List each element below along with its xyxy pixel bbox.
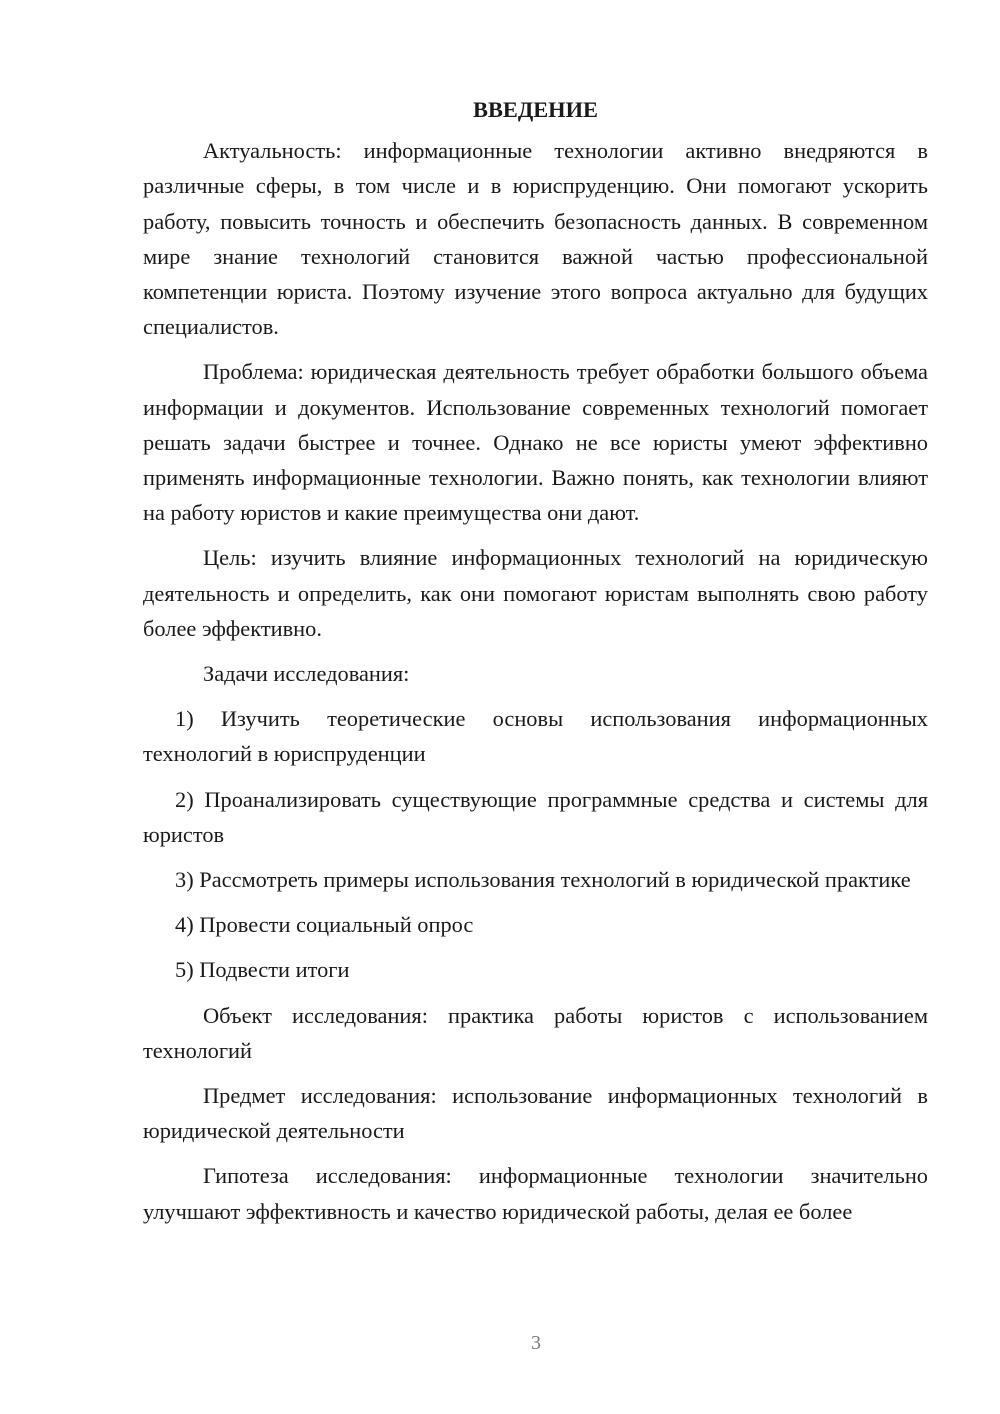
goal-paragraph: Цель: изучить влияние информационных технологий на юридическую деятельность и определить, как они помогают юристам выполнять свою работу более эффективно. xyxy=(143,545,928,641)
task-item-4: 4) Провести социальный опрос xyxy=(175,912,474,938)
task-item-5: 5) Подвести итоги xyxy=(175,957,350,983)
tasks-heading: Задачи исследования: xyxy=(203,661,410,687)
problem-paragraph: Проблема: юридическая деятельность требует обработки большого объема информации и документов. Использование современных технологий помогает решать задачи быстрее и точнее. Однако не все юристы умеют эффективно применять информационные технологии. Важно понять, как технологии влияют на работу юристов и какие преимущества они дают. xyxy=(143,359,928,526)
task-item-2: 2) Проанализировать существующие программные средства и системы для юристов xyxy=(143,786,928,847)
object-paragraph: Объект исследования: практика работы юристов с использованием технологий xyxy=(143,1002,928,1063)
page-number: 3 xyxy=(531,1332,541,1354)
hypothesis-paragraph: Гипотеза исследования: информационные технологии значительно улучшают эффективность и качество юридической работы, делая ее более xyxy=(143,1163,928,1224)
relevance-paragraph: Актуальность: информационные технологии активно внедряются в различные сферы, в том числе и в юриспруденцию. Они помогают ускорить работу, повысить точность и обеспечить безопасность данных. В современном мире знание технологий становится важной частью профессиональной компетенции юриста. Поэтому изучение этого вопроса актуально для будущих специалистов. xyxy=(143,138,928,340)
task-item-3: 3) Рассмотреть примеры использования технологий в юридической практике xyxy=(175,867,911,893)
section-title: ВВЕДЕНИЕ xyxy=(473,97,598,122)
subject-paragraph: Предмет исследования: использование информационных технологий в юридической деятельности xyxy=(143,1083,928,1144)
document-page xyxy=(143,92,928,1239)
task-item-1: 1) Изучить теоретические основы использования информационных технологий в юриспруденции xyxy=(143,706,928,767)
